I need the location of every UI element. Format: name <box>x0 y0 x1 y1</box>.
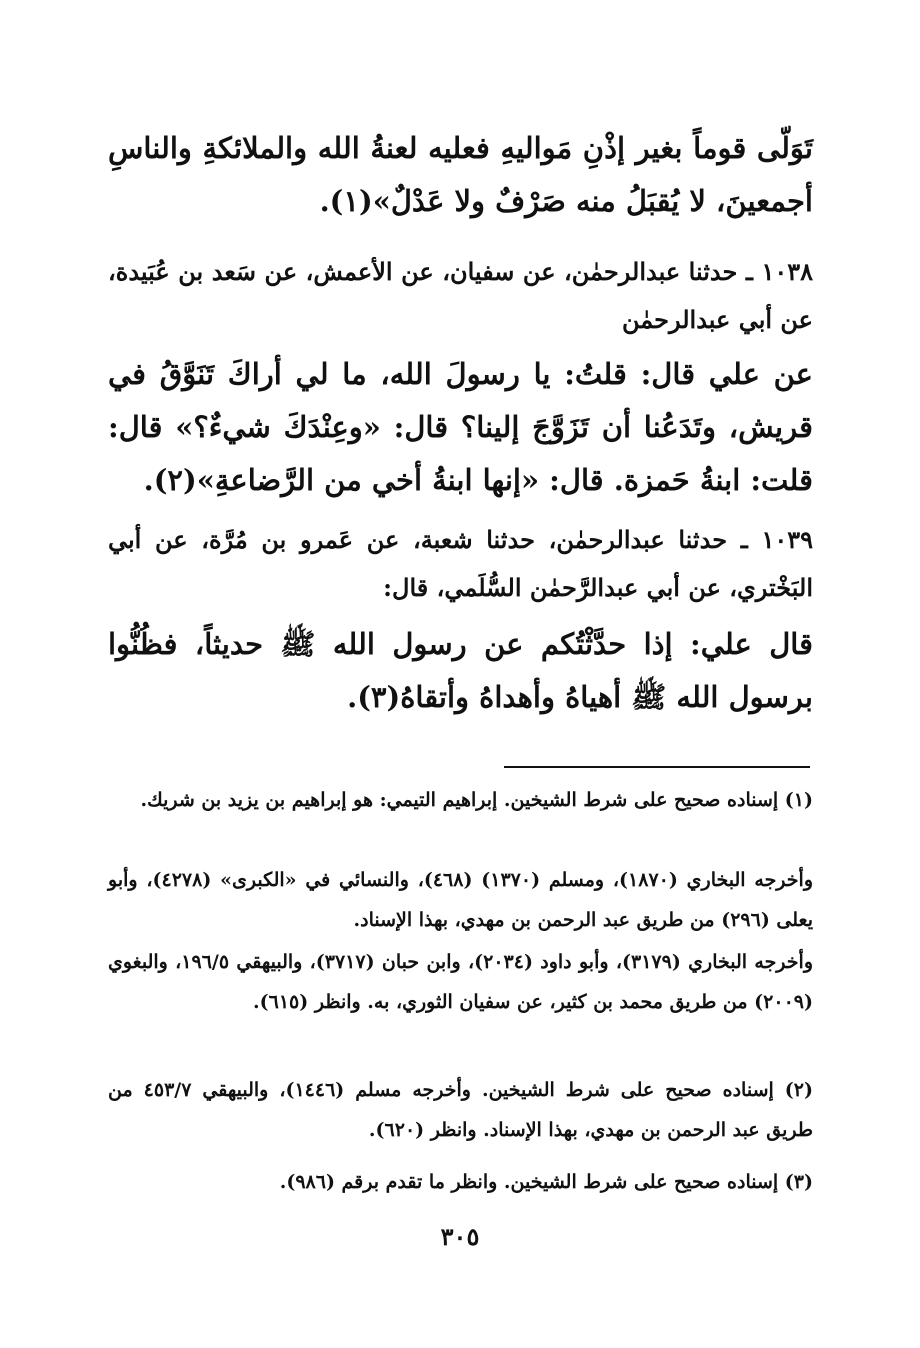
page-number: ٣٠٥ <box>440 1222 480 1251</box>
footnote-1-sources: وأخرجه البخاري (١٨٧٠)، ومسلم (١٣٧٠) (٤٦٨)، والنسائي في «الكبرى» (٤٢٧٨)، وأبو يعلى (٢٩٦) من طريق عبد الرحمن بن مهدي، بهذا الإسناد. <box>108 869 813 931</box>
footnote-divider <box>504 766 810 768</box>
footnote-1: (١) إسناده صحيح على شرط الشيخين. إبراهيم التيمي: هو إبراهيم بن يزيد بن شريك. <box>140 789 813 811</box>
footnote-2: (٢) إسناده صحيح على شرط الشيخين. وأخرجه مسلم (١٤٤٦)، والبيهقي ٤٥٣/٧ من طريق عبد الرحمن بن مهدي، بهذا الإسناد. وانظر (٦٢٠). <box>108 1079 813 1141</box>
hadith-1038-text: عن علي قال: قلتُ: يا رسولَ الله، ما لي أراكَ تَنَوَّقُ في قريش، وتَدَعُنا أن تَزَوَّجَ إلينا؟ قال: «وعِنْدَكَ شيءٌ؟» قال: قلت: ابنةُ حَمزة. قال: «إنها ابنةُ أخي من الرَّضاعةِ»(٢). <box>108 357 813 497</box>
footnote-3: (٣) إسناده صحيح على شرط الشيخين. وانظر ما تقدم برقم (٩٨٦). <box>279 1171 813 1193</box>
hadith-1039-isnad: ١٠٣٩ ـ حدثنا عبدالرحمٰن، حدثنا شعبة، عن عَمرو بن مُرَّة، عن أبي البَخْتري، عن أبي عبدالرَّحمٰن السُّلَمي، قال: <box>108 525 813 602</box>
hadith-1038-isnad: ١٠٣٨ ـ حدثنا عبدالرحمٰن، عن سفيان، عن الأعمش، عن سَعد بن عُبَيدة، عن أبي عبدالرحمٰن <box>108 257 813 334</box>
footnote-1-more-sources: وأخرجه البخاري (٣١٧٩)، وأبو داود (٢٠٣٤)، وابن حبان (٣٧١٧)، والبيهقي ١٩٦/٥، والبغوي (٢٠٠٩) من طريق محمد بن كثير، عن سفيان الثوري، به. وانظر (٦١٥). <box>108 951 813 1013</box>
hadith-1039-text: قال علي: إذا حدَّثْتُكم عن رسول الله ﷺ حديثاً، فظُنُّوا برسول الله ﷺ أهياهُ وأهداهُ وأتقاهُ(٣). <box>108 627 813 714</box>
continuation-paragraph: تَوَلّى قوماً بغير إذْنِ مَواليهِ فعليه لعنةُ الله والملائكةِ والناسِ أجمعينَ، لا يُقبَلُ منه صَرْفٌ ولا عَدْلٌ»(١). <box>108 131 813 218</box>
